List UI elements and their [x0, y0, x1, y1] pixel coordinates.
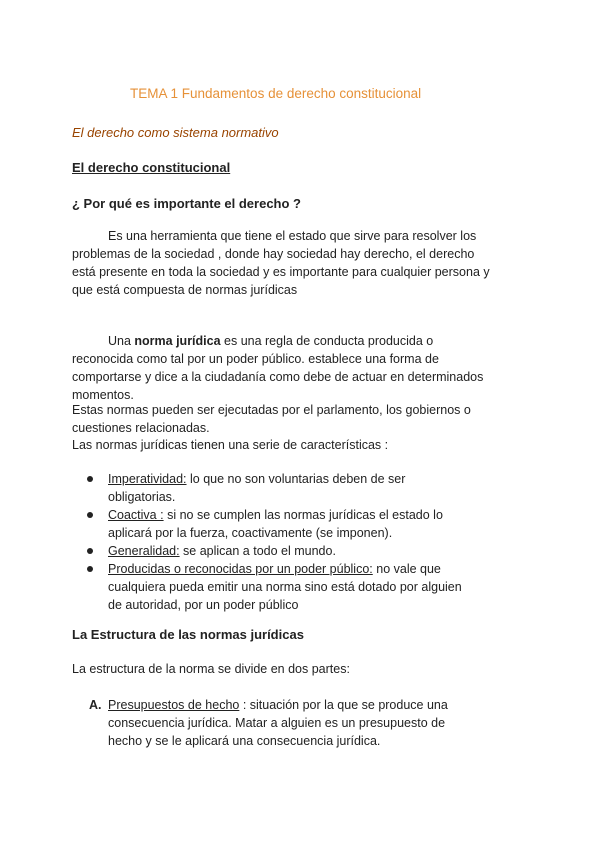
- list-item-term: Producidas o reconocidas por un poder público:: [108, 562, 373, 576]
- list-item-text: : situación por la que se produce una consecuencia jurídica. Matar a alguien es un presupuesto de hecho y se le aplicará una consecuencia jurídica.: [108, 698, 448, 748]
- paragraph-characteristics-intro: Las normas jurídicas tienen una serie de características :: [72, 438, 389, 452]
- list-item-label: A.: [89, 698, 102, 712]
- list-item: [72, 542, 462, 560]
- paragraph-executed-by: Estas normas pueden ser ejecutadas por el parlamento, los gobiernos o cuestiones relacionadas.: [72, 403, 471, 435]
- heading-constitutional-law: El derecho constitucional: [72, 160, 231, 175]
- list-item-text: se aplican a todo el mundo.: [179, 544, 336, 558]
- list-item-term: Generalidad:: [108, 544, 180, 558]
- term-norma-juridica: norma jurídica: [134, 334, 221, 348]
- list-item-text: si no se cumplen las normas jurídicas el estado lo aplicará por la fuerza, coactivamente (se imponen).: [108, 508, 443, 540]
- paragraph-norma-juridica: [72, 332, 492, 404]
- list-item-text: no vale que cualquiera pueda emitir una norma sino está dotado por alguien de autoridad, por un poder público: [108, 562, 462, 612]
- list-item-term: Presupuestos de hecho: [108, 698, 240, 712]
- paragraph-structure-intro: La estructura de la norma se divide en dos partes:: [72, 662, 350, 676]
- bullet-icon: [87, 566, 93, 572]
- list-item: [72, 470, 462, 506]
- list-item: [72, 506, 462, 542]
- characteristics-list: [72, 470, 462, 614]
- bullet-icon: [87, 476, 93, 482]
- structure-parts-list: [72, 696, 462, 750]
- heading-structure: La Estructura de las normas jurídicas: [72, 627, 304, 642]
- list-item-text: lo que no son voluntarias deben de ser obligatorias.: [108, 472, 406, 504]
- paragraph-norma-pre: Una: [108, 334, 135, 348]
- section-subtitle: El derecho como sistema normativo: [72, 125, 279, 140]
- document-title: TEMA 1 Fundamentos de derecho constitucional: [130, 86, 422, 101]
- list-item-term: Imperatividad:: [108, 472, 187, 486]
- paragraph-norma-post: es una regla de conducta producida o reconocida como tal por un poder público. establece una forma de comportarse y dice a la ciudadanía como debe de actuar en determinados momentos.: [72, 334, 484, 402]
- bullet-icon: [87, 548, 93, 554]
- list-item-term: Coactiva :: [108, 508, 164, 522]
- list-item: [72, 560, 462, 614]
- question-heading: ¿ Por qué es importante el derecho ?: [72, 196, 301, 211]
- list-item: [72, 696, 462, 750]
- bullet-icon: [87, 512, 93, 518]
- paragraph-definition: Es una herramienta que tiene el estado que sirve para resolver los problemas de la sociedad , donde hay sociedad hay derecho, el derecho está presente en toda la sociedad y es importante para cualquier persona y que está compuesta de normas jurídicas: [72, 229, 490, 297]
